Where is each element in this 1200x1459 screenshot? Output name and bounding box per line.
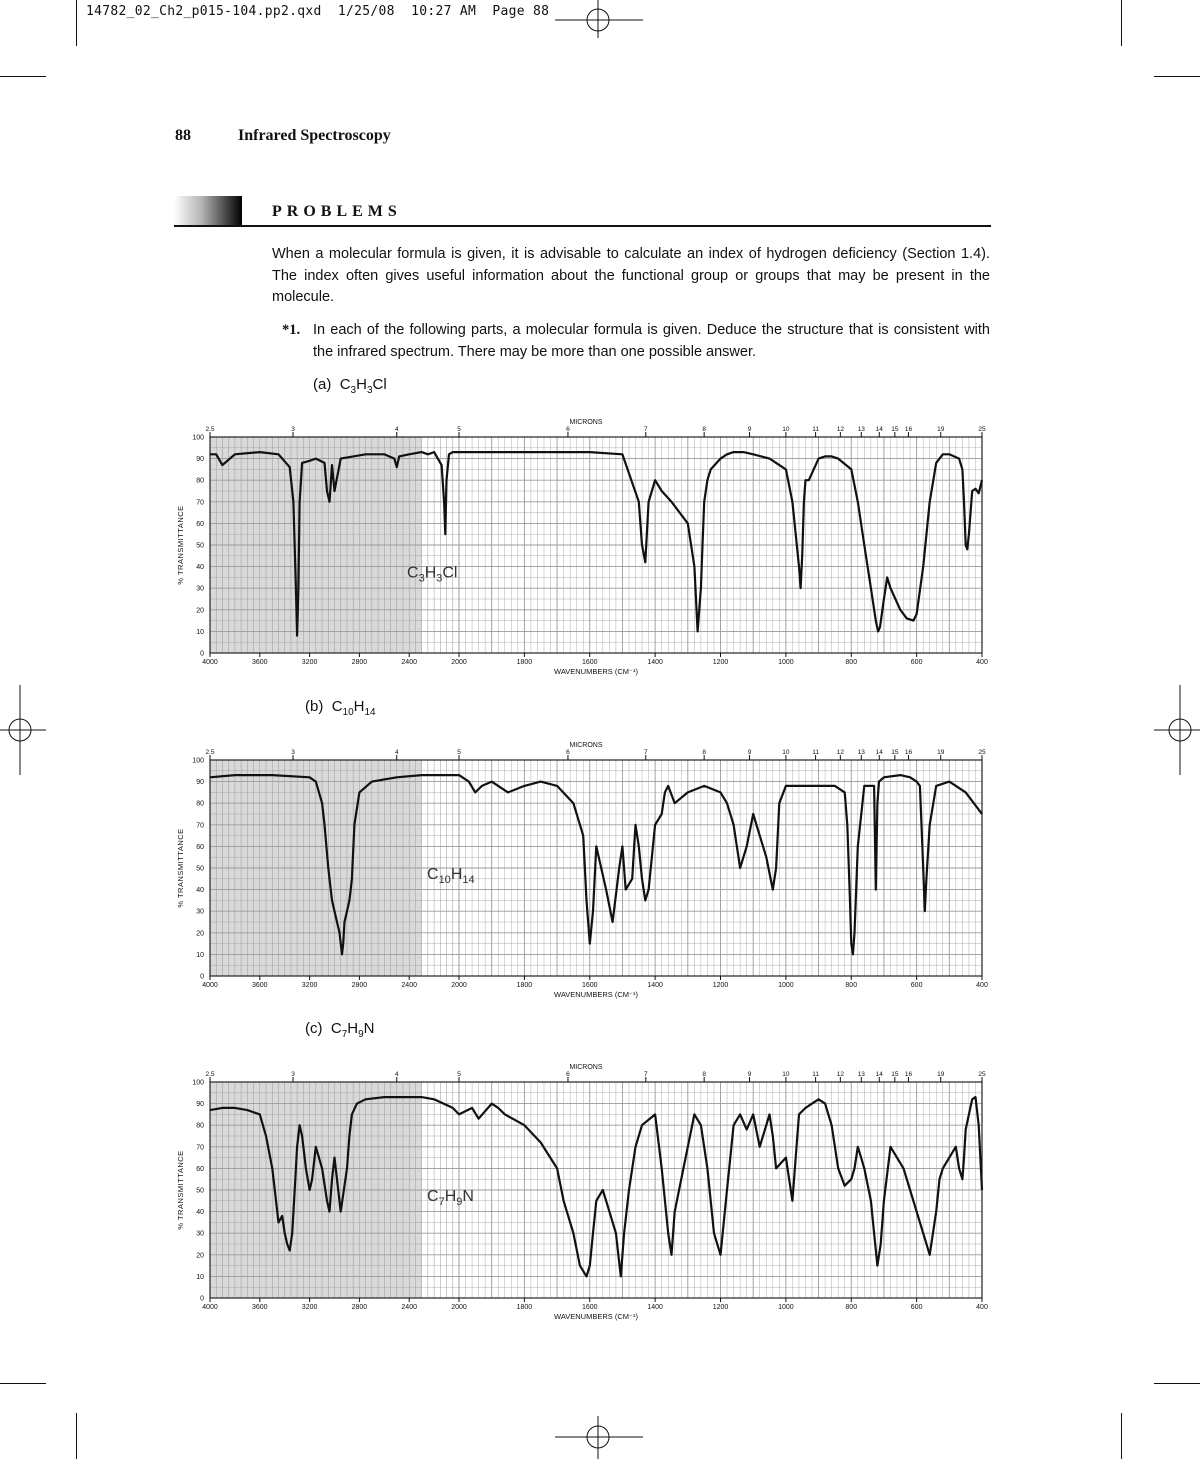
section-title: PROBLEMS <box>272 203 402 220</box>
x-tick-label: 1000 <box>778 982 794 989</box>
x-tick-label: 2000 <box>451 659 467 666</box>
part-label-a: (a) $C_3H_3Cl$ <box>313 376 387 396</box>
crop-mark <box>1121 1413 1122 1459</box>
x-tick-label: 600 <box>910 982 923 989</box>
x-tick-label: 1800 <box>516 659 533 666</box>
y-tick-label: 70 <box>196 499 204 507</box>
formula-subscript: 10 <box>438 874 451 887</box>
micron-tick-label: 16 <box>904 1071 913 1078</box>
section-bar-graphic <box>174 196 242 226</box>
micron-tick-label: 13 <box>857 749 865 756</box>
y-tick-label: 60 <box>196 843 204 851</box>
micron-tick-label: 15 <box>891 426 899 433</box>
micron-tick-label: 6 <box>566 426 570 433</box>
formula-symbol: Cl <box>442 564 458 582</box>
x-tick-label: 800 <box>845 1304 858 1311</box>
micron-tick-label: 4 <box>394 426 399 433</box>
y-tick-label: 70 <box>196 822 204 830</box>
formula-subscript: 14 <box>462 874 475 887</box>
formula-symbol: H <box>424 564 437 582</box>
x-tick-label: 3200 <box>301 659 318 666</box>
micron-tick-label: 7 <box>643 1071 648 1078</box>
micron-tick-label: 11 <box>812 426 819 433</box>
registration-mark-icon <box>555 1416 645 1459</box>
x-tick-label: 2000 <box>451 1304 467 1311</box>
y-tick-label: 50 <box>196 865 204 873</box>
micron-tick-label: 2.5 <box>205 1071 215 1078</box>
y-tick-label: 100 <box>192 1079 204 1087</box>
micron-tick-label: 3 <box>291 749 295 756</box>
x-tick-label: 4000 <box>202 659 218 666</box>
crop-mark <box>76 1413 77 1459</box>
micron-tick-label: 12 <box>836 426 844 433</box>
x-tick-label: 2400 <box>401 659 417 666</box>
y-tick-label: 10 <box>196 628 204 636</box>
micron-tick-label: 15 <box>891 749 899 756</box>
formula-annotation <box>427 1188 474 1208</box>
formula-subscript: 9 <box>456 1196 463 1209</box>
y-tick-label: 90 <box>196 456 204 464</box>
x-tick-label: 4000 <box>202 982 218 989</box>
micron-tick-label: 2.5 <box>205 426 215 433</box>
formula-subscript: 3 <box>436 572 443 585</box>
problem-number: *1. <box>282 322 301 338</box>
micron-tick-label: 11 <box>812 1071 819 1078</box>
x-tick-label: 2400 <box>401 1304 417 1311</box>
x-tick-label: 1400 <box>647 1304 663 1311</box>
x-tick-label: 1800 <box>516 982 533 989</box>
micron-tick-label: 14 <box>875 426 883 433</box>
y-tick-label: 80 <box>196 477 204 485</box>
print-slug: 14782_02_Ch2_p015-104.pp2.qxd 1/25/08 10:27 AM Page 88 <box>86 4 550 19</box>
micron-tick-label: 16 <box>904 749 913 756</box>
y-tick-label: 40 <box>196 1209 204 1217</box>
micron-tick-label: 2.5 <box>205 749 215 756</box>
crop-mark <box>0 76 46 77</box>
formula-annotation <box>407 565 457 585</box>
x-tick-label: 3600 <box>252 659 268 666</box>
x-tick-label: 1000 <box>778 659 794 666</box>
formula-symbol: C <box>407 564 419 582</box>
x-axis-label: WAVENUMBERS (CM⁻¹) <box>554 1312 638 1321</box>
ir-spectrum-a <box>0 416 1200 681</box>
x-tick-label: 400 <box>976 1304 988 1311</box>
y-tick-label: 30 <box>196 1230 204 1238</box>
chapter-title: Infrared Spectroscopy <box>238 127 391 144</box>
micron-tick-label: 9 <box>747 426 752 433</box>
x-tick-label: 2400 <box>401 982 417 989</box>
x-tick-label: 3200 <box>301 982 318 989</box>
micron-tick-label: 25 <box>978 426 986 433</box>
y-tick-label: 50 <box>196 1187 204 1195</box>
x-axis-label: WAVENUMBERS (CM⁻¹) <box>554 990 638 999</box>
micron-tick-label: 14 <box>875 1071 883 1078</box>
x-tick-label: 1400 <box>647 659 663 666</box>
micron-tick-label: 13 <box>857 1071 865 1078</box>
x-tick-label: 2000 <box>451 982 467 989</box>
x-tick-label: 800 <box>845 659 858 666</box>
x-tick-label: 600 <box>910 1304 923 1311</box>
crop-mark <box>1121 0 1122 46</box>
micron-tick-label: 9 <box>747 1071 752 1078</box>
x-tick-label: 2800 <box>351 659 368 666</box>
x-tick-label: 1200 <box>712 659 729 666</box>
y-tick-label: 20 <box>196 930 204 938</box>
micron-tick-label: 8 <box>702 426 706 433</box>
page-number: 88 <box>175 127 191 144</box>
micron-tick-label: 10 <box>782 1071 790 1078</box>
y-tick-label: 20 <box>196 607 204 615</box>
y-tick-label: 100 <box>192 434 204 442</box>
x-tick-label: 4000 <box>202 1304 218 1311</box>
y-axis-label: % TRANSMITTANCE <box>176 1150 185 1230</box>
micron-tick-label: 6 <box>566 1071 570 1078</box>
problem-text: In each of the following parts, a molecular formula is given. Deduce the structure that is consistent with the infrared spectrum. There may be more than one possible answer. <box>313 322 990 360</box>
micron-tick-label: 10 <box>782 426 790 433</box>
formula-subscript: 3 <box>418 572 425 585</box>
formula-symbol: H <box>450 866 463 884</box>
micron-tick-label: 5 <box>457 749 461 756</box>
micron-tick-label: 19 <box>937 426 945 433</box>
x-tick-label: 1000 <box>778 1304 794 1311</box>
micron-tick-label: 12 <box>836 1071 844 1078</box>
micron-tick-label: 14 <box>875 749 883 756</box>
micron-tick-label: 9 <box>747 749 752 756</box>
x-tick-label: 1800 <box>516 1304 533 1311</box>
x-tick-label: 3600 <box>252 1304 268 1311</box>
y-tick-label: 80 <box>196 1122 204 1130</box>
micron-tick-label: 3 <box>291 426 295 433</box>
ir-spectrum-b <box>0 739 1200 1004</box>
micron-tick-label: 4 <box>394 749 399 756</box>
y-tick-label: 90 <box>196 779 204 787</box>
micron-tick-label: 5 <box>457 1071 461 1078</box>
micron-tick-label: 19 <box>937 749 945 756</box>
x-tick-label: 600 <box>910 659 923 666</box>
y-tick-label: 90 <box>196 1101 204 1109</box>
x-tick-label: 2800 <box>351 1304 368 1311</box>
formula-subscript: 7 <box>438 1196 445 1209</box>
y-tick-label: 50 <box>196 542 204 550</box>
x-tick-label: 1600 <box>581 982 598 989</box>
formula-symbol: H <box>444 1188 457 1206</box>
top-axis-label: MICRONS <box>569 419 603 426</box>
x-tick-label: 3600 <box>252 982 268 989</box>
y-tick-label: 30 <box>196 585 204 593</box>
micron-tick-label: 3 <box>291 1071 295 1078</box>
formula-annotation <box>427 866 475 886</box>
x-tick-label: 1400 <box>647 982 663 989</box>
y-axis-label: % TRANSMITTANCE <box>176 828 185 908</box>
top-axis-label: MICRONS <box>569 1064 603 1071</box>
x-tick-label: 1200 <box>712 982 729 989</box>
micron-tick-label: 13 <box>857 426 865 433</box>
formula-symbol: C <box>427 866 439 884</box>
y-tick-label: 20 <box>196 1252 204 1260</box>
part-label-c: (c) $C_7H_9N$ <box>305 1020 375 1040</box>
micron-tick-label: 15 <box>891 1071 899 1078</box>
micron-tick-label: 25 <box>978 1071 986 1078</box>
y-tick-label: 0 <box>200 973 204 981</box>
micron-tick-label: 16 <box>904 426 913 433</box>
y-tick-label: 40 <box>196 887 204 895</box>
y-tick-label: 30 <box>196 908 204 916</box>
x-tick-label: 1600 <box>581 1304 598 1311</box>
x-tick-label: 3200 <box>301 1304 318 1311</box>
micron-tick-label: 8 <box>702 1071 706 1078</box>
x-tick-label: 400 <box>976 982 988 989</box>
y-tick-label: 60 <box>196 520 204 528</box>
top-axis-label: MICRONS <box>569 742 603 749</box>
crop-mark <box>0 1383 46 1384</box>
y-tick-label: 10 <box>196 951 204 959</box>
x-tick-label: 1200 <box>712 1304 729 1311</box>
crop-mark <box>1154 1383 1200 1384</box>
micron-tick-label: 11 <box>812 749 819 756</box>
ir-spectrum-c <box>0 1061 1200 1326</box>
problem-1 <box>282 319 990 363</box>
crop-mark <box>1154 76 1200 77</box>
y-tick-label: 70 <box>196 1144 204 1152</box>
micron-tick-label: 4 <box>394 1071 399 1078</box>
micron-tick-label: 5 <box>457 426 461 433</box>
x-tick-label: 800 <box>845 982 858 989</box>
formula-symbol: C <box>427 1188 439 1206</box>
y-tick-label: 40 <box>196 564 204 572</box>
y-axis-label: % TRANSMITTANCE <box>176 505 185 585</box>
x-tick-label: 1600 <box>581 659 598 666</box>
micron-tick-label: 19 <box>937 1071 945 1078</box>
y-tick-label: 10 <box>196 1273 204 1281</box>
x-tick-label: 400 <box>976 659 988 666</box>
micron-tick-label: 10 <box>782 749 790 756</box>
section-rule <box>174 225 991 227</box>
micron-tick-label: 6 <box>566 749 570 756</box>
micron-tick-label: 7 <box>643 749 648 756</box>
micron-tick-label: 25 <box>978 749 986 756</box>
registration-mark-icon <box>555 0 645 40</box>
intro-paragraph: When a molecular formula is given, it is advisable to calculate an index of hydrogen deficiency (Section 1.4). The index often gives useful information about the functional group or groups that may be present in the molecule. <box>272 246 990 305</box>
y-tick-label: 0 <box>200 650 204 658</box>
micron-tick-label: 8 <box>702 749 706 756</box>
y-tick-label: 60 <box>196 1165 204 1173</box>
y-tick-label: 80 <box>196 800 204 808</box>
x-axis-label: WAVENUMBERS (CM⁻¹) <box>554 667 638 676</box>
y-tick-label: 0 <box>200 1295 204 1303</box>
crop-mark <box>76 0 77 46</box>
part-label-b: (b) $C_{10}H_{14}$ <box>305 698 376 718</box>
formula-symbol: N <box>462 1188 474 1206</box>
micron-tick-label: 7 <box>643 426 648 433</box>
x-tick-label: 2800 <box>351 982 368 989</box>
y-tick-label: 100 <box>192 757 204 765</box>
micron-tick-label: 12 <box>836 749 844 756</box>
